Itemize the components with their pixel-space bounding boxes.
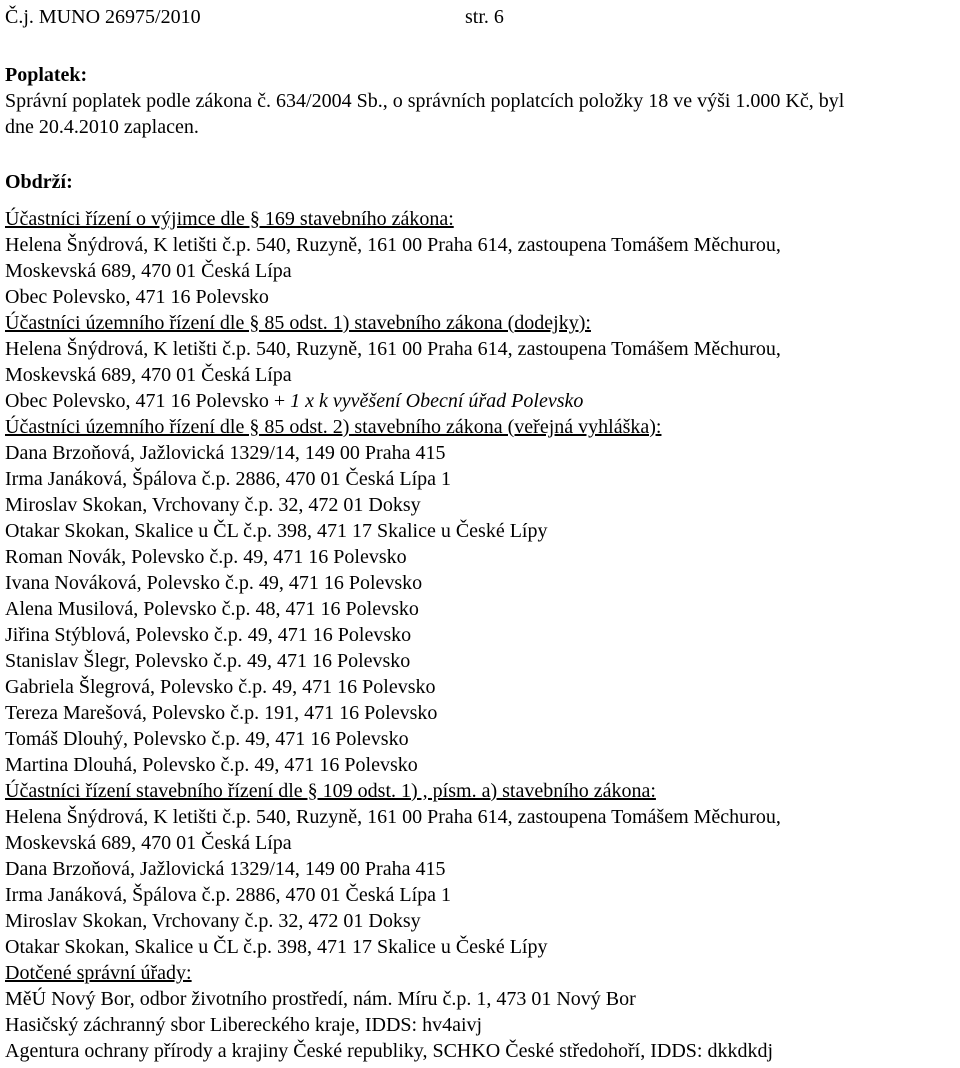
recipient-line: Irma Janáková, Špálova č.p. 2886, 470 01 Česká Lípa 1 <box>5 884 452 906</box>
recipient-line: Miroslav Skokan, Vrchovany č.p. 32, 472 01 Doksy <box>5 494 421 516</box>
recipients-title: Obdrží: <box>5 171 73 193</box>
recipient-line: Alena Musilová, Polevsko č.p. 48, 471 16 Polevsko <box>5 598 419 620</box>
section-heading: Účastníci územního řízení dle § 85 odst. 2) stavebního zákona (veřejná vyhláška): <box>5 416 662 438</box>
recipient-line: Miroslav Skokan, Vrchovany č.p. 32, 472 01 Doksy <box>5 910 421 932</box>
recipient-obec: Obec Polevsko, 471 16 Polevsko + <box>5 390 291 412</box>
recipient-line: Dana Brzoňová, Jažlovická 1329/14, 149 00 Praha 415 <box>5 858 446 880</box>
page-number: str. 6 <box>465 6 504 28</box>
recipient-line: Helena Šnýdrová, K letišti č.p. 540, Ruzyně, 161 00 Praha 614, zastoupena Tomášem Měchurou, <box>5 338 781 360</box>
section-heading: Účastníci územního řízení dle § 85 odst. 1) stavebního zákona (dodejky): <box>5 312 591 334</box>
recipient-line: Otakar Skokan, Skalice u ČL č.p. 398, 471 17 Skalice u České Lípy <box>5 520 548 542</box>
recipient-line: Moskevská 689, 470 01 Česká Lípa <box>5 364 292 386</box>
fee-title: Poplatek: <box>5 64 88 86</box>
recipient-line: Tomáš Dlouhý, Polevsko č.p. 49, 471 16 Polevsko <box>5 728 409 750</box>
recipient-line: Martina Dlouhá, Polevsko č.p. 49, 471 16 Polevsko <box>5 754 418 776</box>
section-heading: Dotčené správní úřady: <box>5 962 192 984</box>
recipient-line: Moskevská 689, 470 01 Česká Lípa <box>5 260 292 282</box>
page-header <box>5 4 504 30</box>
recipient-line: Helena Šnýdrová, K letišti č.p. 540, Ruzyně, 161 00 Praha 614, zastoupena Tomášem Měchurou, <box>5 806 781 828</box>
recipient-line <box>5 388 583 414</box>
recipient-line: Moskevská 689, 470 01 Česká Lípa <box>5 832 292 854</box>
section-heading: Účastníci řízení o výjimce dle § 169 stavebního zákona: <box>5 208 454 230</box>
recipient-line: Obec Polevsko, 471 16 Polevsko <box>5 286 269 308</box>
recipient-line: Ivana Nováková, Polevsko č.p. 49, 471 16 Polevsko <box>5 572 423 594</box>
recipient-line: Gabriela Šlegrová, Polevsko č.p. 49, 471 16 Polevsko <box>5 676 436 698</box>
authority-line: Hasičský záchranný sbor Libereckého kraje, IDDS: hv4aivj <box>5 1014 483 1036</box>
authority-line: MěÚ Nový Bor, odbor životního prostředí, nám. Míru č.p. 1, 473 01 Nový Bor <box>5 988 636 1010</box>
recipient-obec-note: 1 x k vyvěšení Obecní úřad Polevsko <box>290 390 584 412</box>
authority-line: Agentura ochrany přírody a krajiny České republiky, SCHKO České středohoří, IDDS: dkkdkdj <box>5 1040 774 1062</box>
fee-text-line: dne 20.4.2010 zaplacen. <box>5 116 199 138</box>
section-heading: Účastníci řízení stavebního řízení dle § 109 odst. 1) , písm. a) stavebního zákona: <box>5 780 656 802</box>
recipient-line: Roman Novák, Polevsko č.p. 49, 471 16 Polevsko <box>5 546 407 568</box>
recipient-line: Otakar Skokan, Skalice u ČL č.p. 398, 471 17 Skalice u České Lípy <box>5 936 548 958</box>
recipient-line: Helena Šnýdrová, K letišti č.p. 540, Ruzyně, 161 00 Praha 614, zastoupena Tomášem Měchurou, <box>5 234 781 256</box>
recipient-line: Irma Janáková, Špálova č.p. 2886, 470 01 Česká Lípa 1 <box>5 468 452 490</box>
recipient-line: Jiřina Stýblová, Polevsko č.p. 49, 471 16 Polevsko <box>5 624 412 646</box>
recipient-line: Tereza Marešová, Polevsko č.p. 191, 471 16 Polevsko <box>5 702 438 724</box>
reference-number: Č.j. MUNO 26975/2010 <box>5 6 201 28</box>
fee-text-line: Správní poplatek podle zákona č. 634/2004 Sb., o správních poplatcích položky 18 ve výši 1.000 Kč, byl <box>5 90 845 112</box>
recipient-line: Stanislav Šlegr, Polevsko č.p. 49, 471 16 Polevsko <box>5 650 411 672</box>
recipient-line: Dana Brzoňová, Jažlovická 1329/14, 149 00 Praha 415 <box>5 442 446 464</box>
